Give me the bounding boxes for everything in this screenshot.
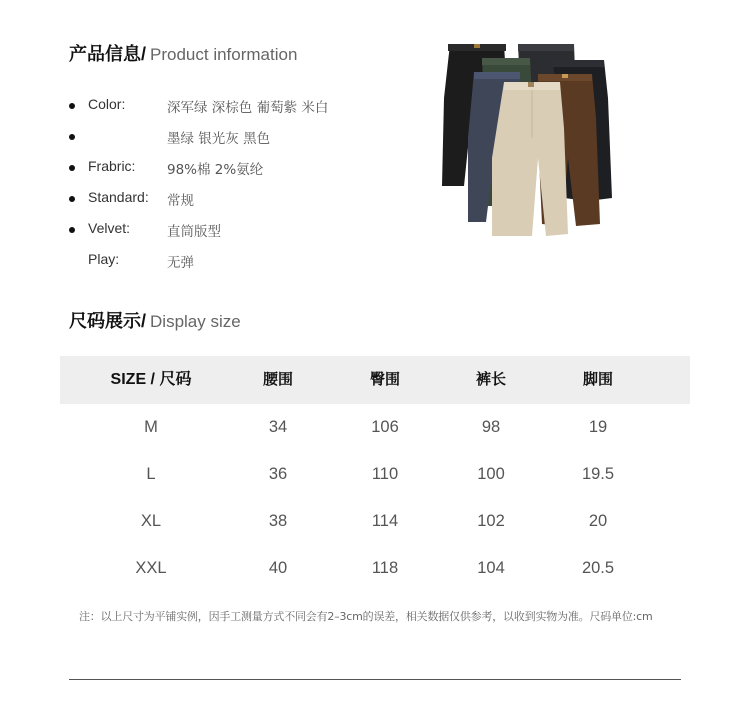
product-info-title <box>69 40 297 66</box>
pants-beige <box>492 82 568 236</box>
info-row-color <box>69 96 389 127</box>
display-size-title-cn: 尺码展示 <box>69 311 141 332</box>
cell-hip: 118 <box>371 559 399 577</box>
info-row-velvet <box>69 220 389 251</box>
header-waist: 腰围 <box>262 371 293 388</box>
cell-size: M <box>144 418 158 436</box>
cell-length: 102 <box>477 512 505 530</box>
cell-length: 104 <box>477 559 505 577</box>
cell-hem: 19 <box>588 418 608 436</box>
header-size: SIZE / 尺码 <box>110 371 192 388</box>
display-size-title-en: Display size <box>150 312 241 331</box>
header-length: 裤长 <box>475 371 506 388</box>
cell-length: 100 <box>477 465 505 483</box>
info-label: Play: <box>88 251 120 267</box>
product-photo-pants <box>434 38 620 240</box>
cell-waist: 38 <box>268 512 288 530</box>
table-row <box>60 451 690 498</box>
bullet-dot <box>69 227 75 233</box>
info-value: 常规 <box>167 193 194 209</box>
info-value: 深军绿 深棕色 葡萄紫 米白 <box>167 100 329 116</box>
cell-hem: 20.5 <box>581 559 615 577</box>
cell-waist: 34 <box>268 418 288 436</box>
info-value: 墨绿 银光灰 黑色 <box>167 131 271 147</box>
cell-hem: 20 <box>588 512 608 530</box>
display-size-title <box>69 307 241 333</box>
info-value: 98%棉 2%氨纶 <box>167 162 264 178</box>
measurement-note: 注：以上尺寸为平铺实例，因手工测量方式不同会有2–3cm的误差，相关数据仅供参考，以收到实物为准。尺码单位:cm <box>79 610 653 623</box>
cell-hip: 110 <box>371 465 399 483</box>
product-info-title-en: Product information <box>150 45 298 64</box>
cell-hip: 114 <box>371 512 399 530</box>
header-hem: 脚围 <box>582 371 613 388</box>
info-row-color-continued <box>69 127 389 158</box>
info-label: Frabric: <box>88 158 136 174</box>
cell-length: 98 <box>481 418 501 436</box>
info-row-fabric <box>69 158 389 189</box>
cell-size: L <box>146 465 156 483</box>
info-value: 直筒版型 <box>167 224 221 240</box>
title-slash: / <box>141 44 147 64</box>
product-info-title-cn: 产品信息 <box>69 44 141 65</box>
info-label: Standard: <box>88 189 149 205</box>
cell-size: XL <box>140 512 162 530</box>
cell-size: XXL <box>135 559 167 577</box>
table-row <box>60 545 690 592</box>
cell-waist: 36 <box>268 465 288 483</box>
bullet-dot <box>69 196 75 202</box>
size-table-header <box>60 356 690 404</box>
title-slash: / <box>141 311 147 331</box>
table-row <box>60 498 690 545</box>
cell-waist: 40 <box>268 559 288 577</box>
header-hip: 臀围 <box>369 371 400 388</box>
info-value: 无弹 <box>167 255 194 271</box>
cell-hem: 19.5 <box>581 465 615 483</box>
product-info-list <box>69 96 389 282</box>
table-row <box>60 404 690 451</box>
cell-hip: 106 <box>371 418 399 436</box>
info-label: Color: <box>88 96 126 112</box>
size-table <box>60 356 690 592</box>
info-label: Velvet: <box>88 220 131 236</box>
info-row-play <box>69 251 389 282</box>
divider <box>69 679 681 680</box>
bullet-dot <box>69 165 75 171</box>
bullet-dot <box>69 103 75 109</box>
bullet-dot <box>69 134 75 140</box>
info-row-standard <box>69 189 389 220</box>
